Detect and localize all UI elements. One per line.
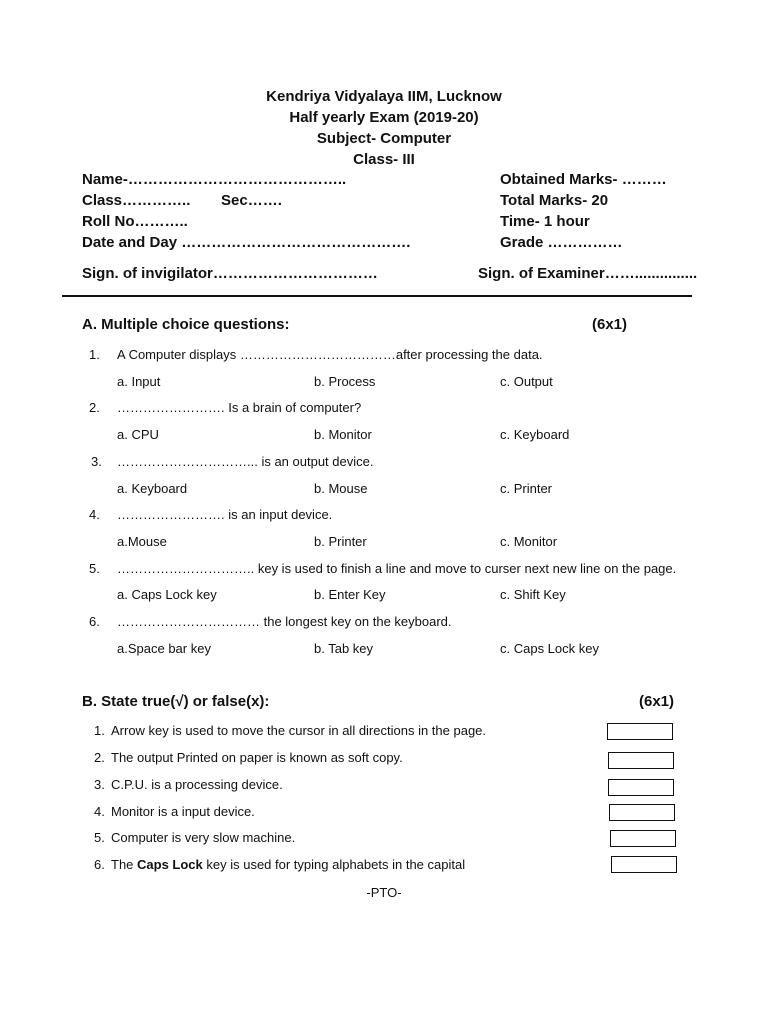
statement-number: 3. (94, 777, 105, 792)
answer-box[interactable] (607, 723, 673, 740)
statement-text: Computer is very slow machine. (111, 830, 296, 845)
question-number: 4. (89, 507, 100, 522)
option-c: c. Printer (500, 481, 553, 496)
statement-text: C.P.U. is a processing device. (111, 777, 283, 792)
statement-number: 5. (94, 830, 105, 845)
option-c: c. Caps Lock key (500, 641, 599, 656)
statement-text: Arrow key is used to move the cursor in all directions in the page. (111, 723, 487, 738)
option-b: b. Process (314, 374, 376, 389)
option-a: a. Input (117, 374, 161, 389)
invigilator-signature-field: Sign. of invigilator…………………………… (82, 265, 378, 282)
caps-lock-emphasis: Caps Lock (137, 857, 203, 872)
exam-title: Half yearly Exam (2019-20) (289, 109, 479, 126)
answer-box[interactable] (611, 856, 677, 873)
question-number: 3. (91, 454, 102, 469)
option-c: c. Keyboard (500, 427, 570, 442)
statement-text (111, 857, 465, 872)
answer-box[interactable] (610, 830, 676, 847)
question-text: ……………………. is an input device. (117, 507, 333, 522)
answer-box[interactable] (608, 779, 674, 796)
option-c: c. Shift Key (500, 587, 566, 602)
section-a-marks: (6x1) (592, 316, 628, 333)
header-divider (62, 295, 692, 297)
answer-box[interactable] (608, 752, 674, 769)
page-turn-marker: -PTO- (366, 885, 402, 900)
obtained-marks-field: Obtained Marks- ……… (500, 171, 667, 188)
option-a: a. CPU (117, 427, 159, 442)
question-text: ………………………….. key is used to finish a line and move to curser next new line on the page. (117, 561, 677, 576)
option-c: c. Monitor (500, 534, 558, 549)
statement-number: 2. (94, 750, 105, 765)
statement-number: 6. (94, 857, 105, 872)
section-b-title: B. State true(√) or false(x): (82, 693, 270, 710)
question-text: …………………………… the longest key on the keyboard. (117, 614, 452, 629)
option-a: a. Caps Lock key (117, 587, 217, 602)
statement-number: 1. (94, 723, 105, 738)
option-a: a.Space bar key (117, 641, 211, 656)
question-text: …………………………... is an output device. (117, 454, 374, 469)
roll-no-field: Roll No……….. (82, 213, 188, 230)
option-b: b. Enter Key (314, 587, 386, 602)
option-c: c. Output (500, 374, 553, 389)
option-b: b. Mouse (314, 481, 368, 496)
option-a: a. Keyboard (117, 481, 188, 496)
examiner-signature-field: Sign. of Examiner……............... (478, 265, 698, 282)
grade-field: Grade …………… (500, 234, 623, 251)
question-number: 1. (89, 347, 100, 362)
date-day-field: Date and Day ………………………………………. (82, 234, 411, 251)
statement-text-pre: The (111, 857, 138, 872)
option-b: b. Monitor (314, 427, 372, 442)
section-field: Sec……. (221, 192, 282, 209)
answer-box[interactable] (609, 804, 675, 821)
section-a-title: A. Multiple choice questions: (82, 316, 290, 333)
subject-title: Subject- Computer (316, 130, 452, 147)
statement-text: The output Printed on paper is known as soft copy. (111, 750, 403, 765)
statement-text-post: key is used for typing alphabets in the capital (202, 857, 466, 872)
school-name: Kendriya Vidyalaya IIM, Lucknow (266, 88, 502, 105)
question-number: 6. (89, 614, 100, 629)
option-b: b. Tab key (314, 641, 374, 656)
statement-number: 4. (94, 804, 105, 819)
question-text: A Computer displays ………………………………after processing the data. (117, 347, 543, 362)
total-marks: Total Marks- 20 (500, 192, 609, 209)
question-number: 5. (89, 561, 100, 576)
option-b: b. Printer (314, 534, 367, 549)
time-limit: Time- 1 hour (500, 213, 590, 230)
question-number: 2. (89, 400, 100, 415)
class-title: Class- III (353, 151, 415, 168)
option-a: a.Mouse (117, 534, 167, 549)
section-b-marks: (6x1) (639, 693, 675, 710)
class-field: Class………….. (82, 192, 191, 209)
question-text: ……………………. Is a brain of computer? (117, 400, 362, 415)
statement-text: Monitor is a input device. (111, 804, 255, 819)
name-field: Name-…………………………………….. (82, 171, 347, 188)
